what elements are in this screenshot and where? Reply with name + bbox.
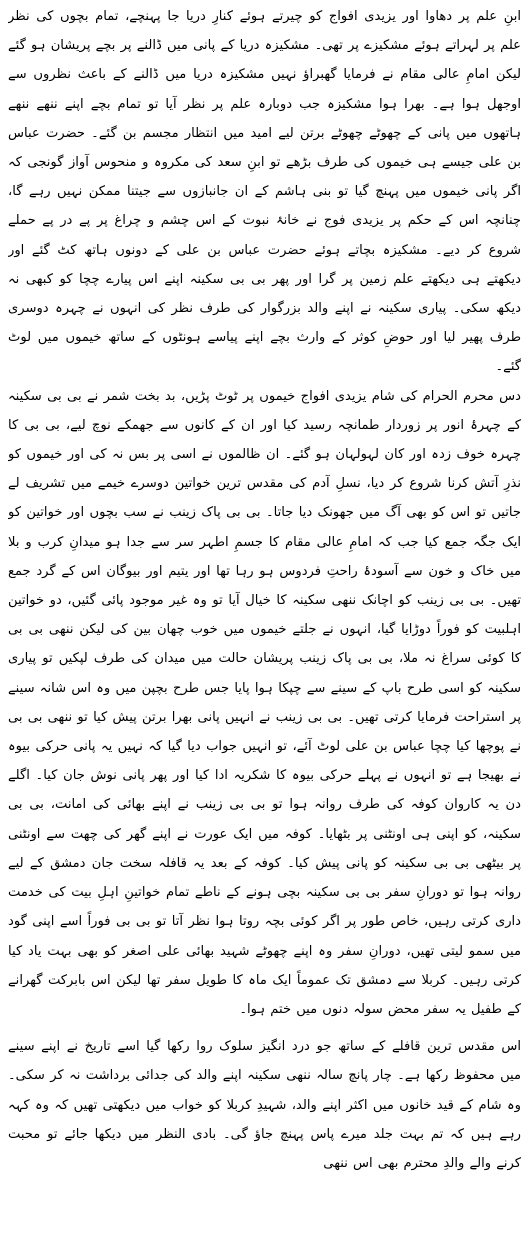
paragraph-caravan-journey: اس مقدس ترین قافلے کے ساتھ جو درد انگیز سلوک روا رکھا گیا اسے تاریخ نے اپنے سینے میں محفوظ رکھا ہے۔ چار پانچ سالہ ننھی سکینہ اپنے والد کی جدائی برداشت نہ کر سکی۔ وہ شام کے قید خانوں میں اکثر اپنے والد، شہیدِ کربلا کو خواب میں دیکھتی تھیں کہ وہ کہہ رہے ہیں کہ تم بہت جلد میرے پاس پہنچ جاؤ گی۔ بادی النظر میں دیکھا جائے تو محبت کرنے والے والدِ محترم بھی اس ننھی (8, 1039, 521, 1171)
paragraph-tenth-muharram: دس محرم الحرام کی شام یزیدی افواج خیموں پر ٹوٹ پڑیں، بد بخت شمر نے بی بی سکینہ کے چہرۂ انور پر زوردار طمانچہ رسید کیا اور ان کے کانوں سے جھمکے نوچ لیے، بی بی کا چہرہ خوف زدہ اور کان لہولہان ہو گئے۔ ان ظالموں نے اسی پر بس نہ کی اور خیموں کو نذرِ آتش کرنا شروع کر دیا، نسلِ آدم کی مقدس ترین خواتین دوسرے خیمے میں تشریف لے جاتیں تو اس کو بھی آگ میں جھونک دیا جاتا۔ بی بی پاک زینب نے سب بچوں اور خواتین کو ایک جگہ جمع کیا جب کہ امامِ عالی مقام کا جسمِ اطہر سر سے جدا ہو میدانِ کرب و بلا میں خاک و خون سے آسودۂ راحتِ فردوس ہو رہا تھا اور یتیم اور بیوگان اس کے گرد جمع تھیں۔ بی بی زینب کو اچانک ننھی سکینہ کا خیال آیا تو وہ غیر موجود پائی گئیں، دو خواتین اہلبیت کو فوراً دوڑایا گیا، انہوں نے جلتے خیموں میں خوب چھان بین کی لیکن ننھی بی بی کا کوئی سراغ نہ ملا، بی بی پاک زینب پریشان حالت میں میدان کی طرف لپکیں تو پیاری سکینہ کو اسی طرح باپ کے سینے سے چپکا ہوا پایا جس طرح بچپن میں وہ اس شانہ سینے پر استراحت فرمایا کرتی تھیں۔ بی بی زینب نے انہیں پانی بھرا برتن پیش کیا تو ننھی بی بی نے پوچھا کیا چچا عباس بن علی لوٹ آئے، تو انہیں جواب دیا گیا کہ نہیں یہ پانی حرکی بیوہ نے بھیجا ہے تو انہوں نے پہلے حرکی بیوہ کا شکریہ ادا کیا اور پھر پانی نوش جان کیا۔ اگلے دن یہ کاروان کوفہ کی طرف روانہ ہوا تو بی بی زینب نے اپنے بھائی کی امانت، بی بی سکینہ، کو اپنی ہی اونٹنی پر بٹھایا۔ کوفہ میں ایک عورت نے اپنے گھر کی چھت سے اونٹنی پر بیٹھی بی بی سکینہ کو پانی پیش کیا۔ کوفہ کے بعد یہ قافلہ سخت جان دمشق کے لیے روانہ ہوا تو دورانِ سفر بی بی سکینہ بچی ہونے کے ناطے تمام خواتینِ اہلِ بیت کی خدمت داری کرتی رہیں، خاص طور پر اگر کوئی بچہ روتا ہوا نظر آتا تو بی بی فوراً اسے اپنی گود میں سمو لیتی تھیں، دورانِ سفر وہ اپنے چھوٹے شہید بھائی علی اصغر کو بھی بہت یاد کیا کرتی رہیں۔ کربلا سے دمشق تک عموماً ایک ماہ کا طویل سفر تھا لیکن اس بابرکت گھرانے کے طفیل یہ سفر محض سولہ دنوں میں ختم ہوا۔ (8, 388, 521, 1017)
document-page (8, 2, 521, 1256)
paragraph-karbala-river: ابنِ علم پر دھاوا اور یزیدی افواج کو چیرتے ہوئے کنارِ دریا جا پہنچے، تمام بچوں کی نظر علم پر لہراتے ہوئے مشکیزے پر تھی۔ مشکیزہ دریا کے پانی میں ڈالنے پر بچے پریشان ہو گئے لیکن امامِ عالی مقام نے فرمایا گھبراؤ نہیں مشکیزہ دریا میں ڈالنے کے باعث نظروں سے اوجھل ہوا ہے۔ بھرا ہوا مشکیزہ جب دوبارہ علم پر نظر آیا تو تمام بچے اپنے ننھے ننھے ہاتھوں میں پانی کے چھوٹے چھوٹے برتن لیے امید میں انتظار مجسم بن گئے۔ حضرت عباس بن علی جیسے ہی خیموں کی طرف بڑھے تو ابنِ سعد کی مکروہ و منحوس آواز گونجی کہ اگر پانی خیموں میں پہنچ گیا تو بنی ہاشم کے ان جانبازوں سے جیتنا ممکن نہیں رہے گا، چنانچہ اس کے حکم پر یزیدی فوج نے خانۂ نبوت کے اس چشم و چراغ پر پے در پے حملے شروع کر دیے۔ مشکیزہ بچاتے ہوئے حضرت عباس بن علی کے دونوں ہاتھ کٹ گئے اور دیکھتے ہی دیکھتے علم زمین پر گرا اور پھر بی بی سکینہ اپنے اس پیارے چچا کو کبھی نہ دیکھ سکی۔ پیاری سکینہ نے اپنے والد بزرگوار کی طرف نظر کی انہوں نے چہرہ دوسری طرف پھیر لیا اور حوضِ کوثر کے وارث بچے اپنے پیاسے ہونٹوں کے ساتھ خیموں میں لوٹ گئے۔ (8, 9, 521, 375)
